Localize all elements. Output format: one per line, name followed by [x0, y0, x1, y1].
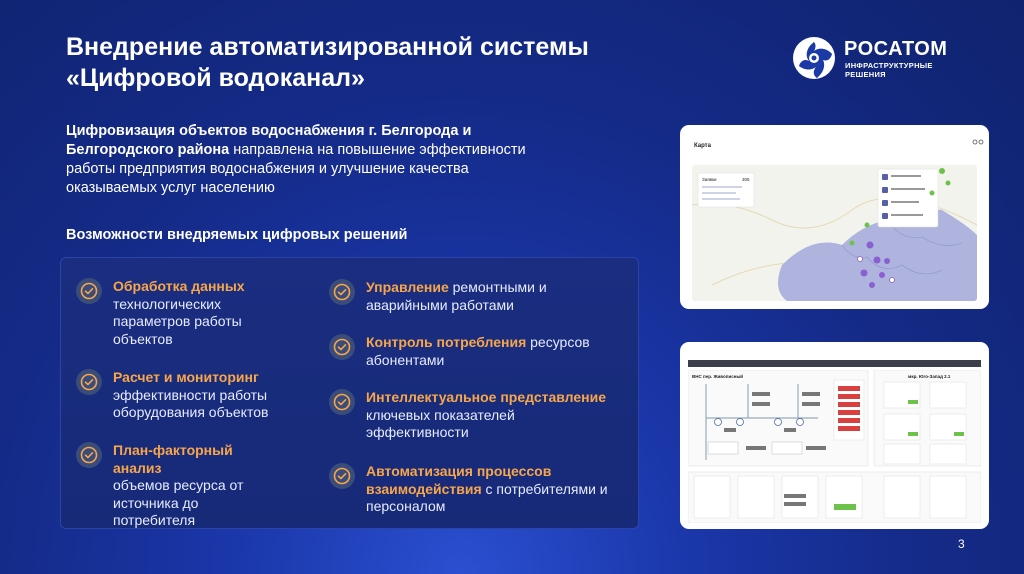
intro-rest: направлена на повышение эффективности работы предприятия водоснабжения и улучшение качества оказываемых услуг населению: [66, 142, 526, 196]
check-badge-icon: [329, 463, 355, 489]
capability-rest: объемов ресурса от источника до потребителя: [113, 477, 244, 528]
dash-right-station: мкр. Юго-Запад 2.1: [908, 374, 951, 379]
capability-text: [113, 442, 276, 530]
capability-item: [329, 463, 619, 516]
page-number: 3: [958, 537, 965, 551]
dashboard-tabbar: [688, 360, 981, 367]
capability-text: [366, 279, 561, 314]
logo-name: РОСАТОМ: [844, 38, 948, 60]
rosatom-logo: [792, 36, 992, 84]
capability-highlight: Автоматизация процессов взаимодействия: [366, 463, 552, 497]
capability-highlight: Контроль потребления: [366, 334, 527, 350]
logo-subtitle: [845, 61, 933, 79]
capability-highlight: Обработка данных: [113, 278, 245, 294]
check-badge-icon: [329, 389, 355, 415]
map-summary-value: 305: [742, 177, 750, 182]
capability-item: [329, 334, 619, 369]
check-badge-icon: [329, 334, 355, 360]
dashboard-illustration: [688, 370, 981, 523]
capability-rest: технологических параметров работы объектов: [113, 295, 242, 347]
logo-subtitle-line-2: РЕШЕНИЯ: [845, 70, 886, 79]
capability-highlight: Управление: [366, 279, 449, 295]
capability-rest: ремонтными и аварийными работами: [366, 279, 547, 313]
check-badge-icon: [76, 442, 102, 468]
intro-bold: Цифровизация объектов водоснабжения г. Белгорода и Белгородского района: [66, 123, 472, 158]
dashboard-screenshot: [680, 342, 989, 529]
capability-item: [76, 442, 276, 530]
capability-highlight: Расчет и мониторинг: [113, 369, 259, 385]
capability-text: [366, 463, 619, 516]
map-screenshot: [680, 125, 989, 309]
dash-left-station: ВНС пер. Живописный: [692, 374, 744, 379]
capability-text: [366, 389, 619, 442]
intro-paragraph: [66, 122, 546, 198]
map-canvas: [692, 165, 977, 301]
map-summary-label: Заявки: [702, 177, 717, 182]
capability-rest: эффективности работы оборудования объектов: [113, 386, 269, 420]
rosatom-emblem-icon: [792, 36, 836, 80]
capability-text: [366, 334, 616, 369]
page-title: [66, 32, 706, 94]
title-line-2: «Цифровой водоканал»: [66, 64, 365, 92]
title-line-1: Внедрение автоматизированной системы: [66, 33, 589, 61]
check-badge-icon: [329, 279, 355, 305]
capability-item: [329, 279, 619, 314]
capability-item: [329, 389, 619, 442]
check-badge-icon: [76, 369, 102, 395]
capability-highlight: Интеллектуальное представление: [366, 389, 607, 405]
capability-highlight: План-факторный анализ: [113, 442, 233, 476]
capability-item: [76, 278, 286, 348]
map-caption: Карта: [694, 143, 711, 149]
capability-text: [113, 369, 296, 422]
capabilities-heading: Возможности внедряемых цифровых решений: [66, 227, 408, 243]
map-toolbar-icon: [972, 139, 984, 145]
logo-subtitle-line-1: ИНФРАСТРУКТУРНЫЕ: [845, 61, 933, 70]
capability-item: [76, 369, 296, 422]
check-badge-icon: [76, 278, 102, 304]
map-illustration: [692, 165, 977, 301]
capability-text: [113, 278, 286, 348]
capability-rest: с потребителями и персоналом: [366, 480, 608, 514]
capability-rest: ключевых показателей эффективности: [366, 406, 515, 440]
capability-rest: ресурсов абонентами: [366, 334, 590, 368]
capabilities-panel: [60, 257, 639, 529]
